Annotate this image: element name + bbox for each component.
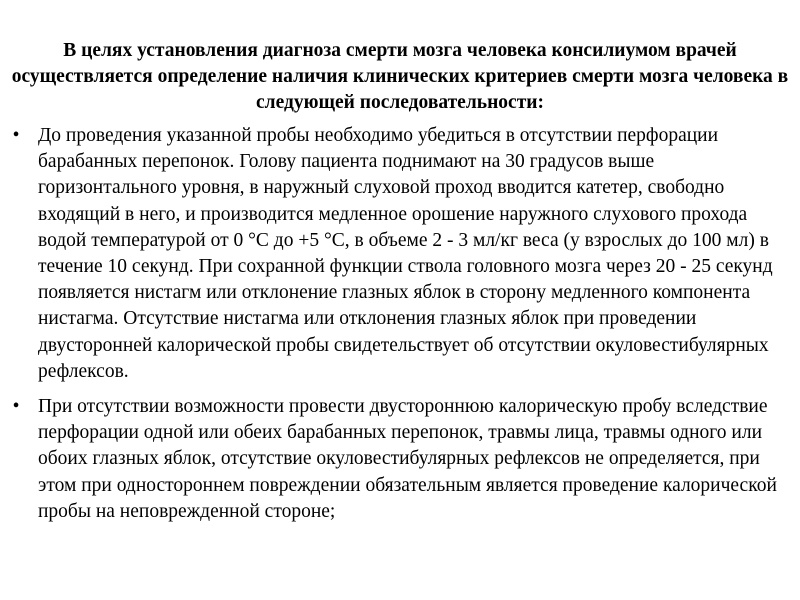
bullet-list <box>0 123 800 534</box>
bullet-dot-icon: • <box>12 396 20 418</box>
bullet-item <box>0 394 800 525</box>
bullet-text: При отсутствии возможности провести двустороннюю калорическую пробу вследствие перфорации одной или обеих барабанных перепонок, травмы лица, травмы одного или обоих глазных яблок, отсутствие окуловестибулярных рефлексов не определяется, при этом при одностороннем повреждении обязательным является проведение калорической пробы на неповрежденной стороне; <box>38 396 777 522</box>
bullet-text: До проведения указанной пробы необходимо убедиться в отсутствии перфорации барабанных перепонок. Голову пациента поднимают на 30 градусов выше горизонтального уровня, в наружный слуховой проход вводится катетер, свободно входящий в него, и производится медленное орошение наружного слухового прохода водой температурой от 0 °С до +5 °С, в объеме 2 - 3 мл/кг веса (у взрослых до 100 мл) в течение 10 секунд. При сохранной функции ствола головного мозга через 20 - 25 секунд появляется нистагм или отклонение глазных яблок в сторону медленного компонента нистагма. Отсутствие нистагма или отклонения глазных яблок при проведении двусторонней калорической пробы свидетельствует об отсутствии окуловестибулярных рефлексов. <box>38 125 773 382</box>
bullet-dot-icon: • <box>12 125 20 146</box>
slide-title: В целях установления диагноза смерти мозга человека консилиумом врачей осуществляется определение наличия клинических критериев смерти мозга человека в следующей последовательности: <box>11 40 789 113</box>
bullet-item <box>0 123 800 385</box>
